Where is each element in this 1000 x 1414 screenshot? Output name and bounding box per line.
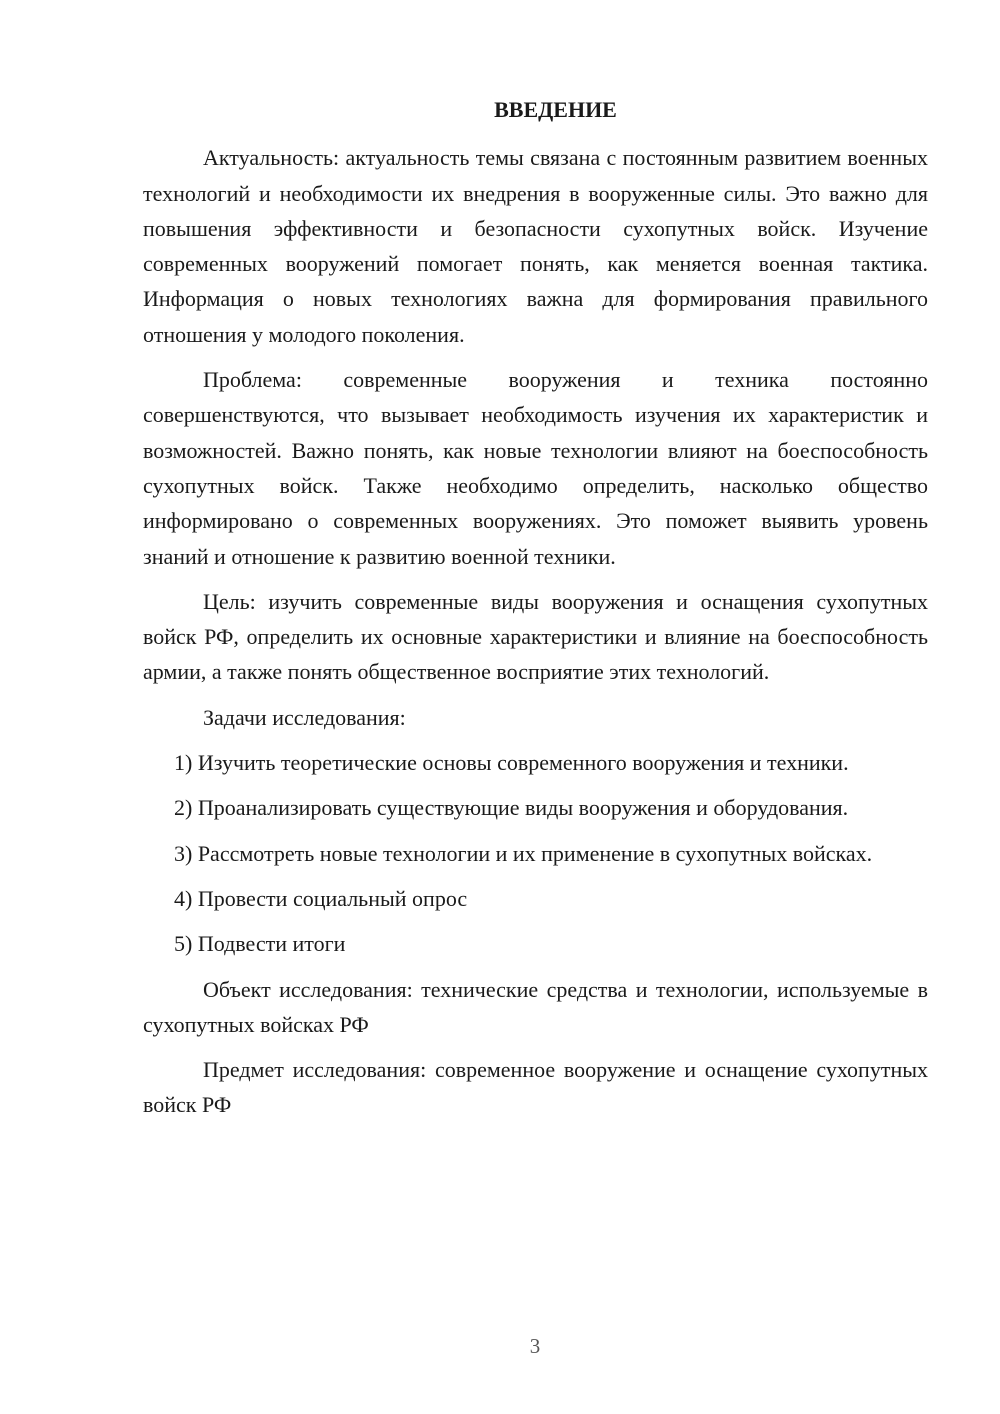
tasks-heading: Задачи исследования: bbox=[203, 704, 406, 730]
task-item-3: 3) Рассмотреть новые технологии и их применение в сухопутных войсках. bbox=[174, 840, 873, 866]
paragraph-goal: Цель: изучить современные виды вооружения и оснащения сухопутных войск РФ, определить их основные характеристики и влияние на боеспособность армии, а также понять общественное восприятие этих технологий. bbox=[143, 588, 928, 685]
page-number: 3 bbox=[529, 1334, 541, 1358]
task-item-4: 4) Провести социальный опрос bbox=[174, 885, 468, 911]
document-body bbox=[143, 92, 928, 1133]
paragraph-subject: Предмет исследования: современное вооружение и оснащение сухопутных войск РФ bbox=[143, 1057, 928, 1118]
page-title: ВВЕДЕНИЕ bbox=[494, 97, 617, 122]
task-item-5: 5) Подвести итоги bbox=[174, 931, 346, 957]
paragraph-object: Объект исследования: технические средства и технологии, используемые в сухопутных войсках РФ bbox=[143, 976, 928, 1037]
task-item-1: 1) Изучить теоретические основы современного вооружения и техники. bbox=[174, 750, 849, 776]
paragraph-problem: Проблема: современные вооружения и техника постоянно совершенствуются, что вызывает необходимость изучения их характеристик и возможностей. Важно понять, как новые технологии влияют на боеспособность сухопутных войск. Также необходимо определить, насколько общество информировано о современных вооружениях. Это поможет выявить уровень знаний и отношение к развитию военной техники. bbox=[143, 367, 928, 569]
paragraph-relevance: Актуальность: актуальность темы связана с постоянным развитием военных технологий и необходимости их внедрения в вооруженные силы. Это важно для повышения эффективности и безопасности сухопутных войск. Изучение современных вооружений помогает понять, как меняется военная тактика. Информация о новых технологиях важна для формирования правильного отношения у молодого поколения. bbox=[143, 145, 928, 347]
task-item-2: 2) Проанализировать существующие виды вооружения и оборудования. bbox=[174, 795, 849, 821]
